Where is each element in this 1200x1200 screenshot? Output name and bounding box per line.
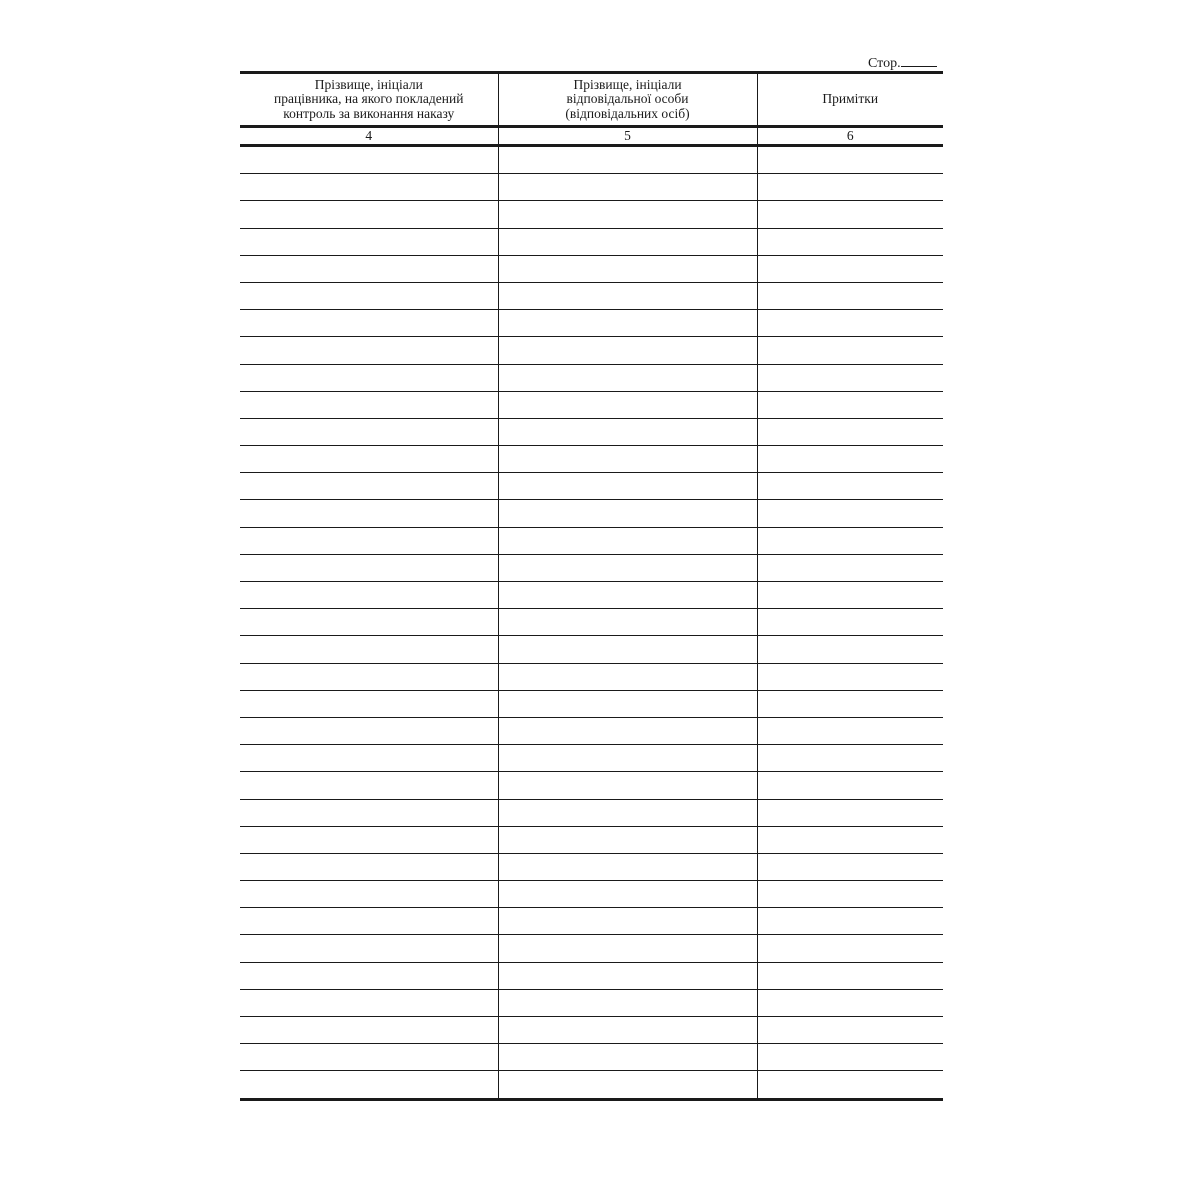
table-cell[interactable] [757,717,943,744]
table-cell[interactable] [757,310,943,337]
table-cell[interactable] [757,418,943,445]
table-row [240,690,943,717]
table-cell[interactable] [498,663,757,690]
table-body [240,146,943,1100]
table-cell[interactable] [757,255,943,282]
table-row [240,255,943,282]
table-cell[interactable] [240,908,498,935]
table-cell[interactable] [240,690,498,717]
table-cell[interactable] [757,174,943,201]
table-row [240,1044,943,1071]
table-cell[interactable] [240,772,498,799]
table-cell[interactable] [757,908,943,935]
table-row [240,310,943,337]
header-line: (відповідальних осіб) [565,105,690,121]
table-cell[interactable] [498,418,757,445]
table-cell[interactable] [757,799,943,826]
table-cell[interactable] [240,282,498,309]
table-cell[interactable] [240,799,498,826]
table-cell[interactable] [240,473,498,500]
table-row [240,989,943,1016]
table-row [240,799,943,826]
table-cell[interactable] [240,418,498,445]
table-cell[interactable] [498,446,757,473]
table-cell[interactable] [757,282,943,309]
table-cell[interactable] [240,446,498,473]
table-cell[interactable] [240,935,498,962]
table-row [240,554,943,581]
table-cell[interactable] [498,228,757,255]
table-cell[interactable] [498,1071,757,1099]
table-cell[interactable] [498,745,757,772]
page-number-label [868,54,937,72]
table-cell[interactable] [757,500,943,527]
table-row [240,717,943,744]
table-cell[interactable] [498,174,757,201]
table-cell[interactable] [498,935,757,962]
header-line: Прізвище, ініціали [573,76,682,92]
table-cell[interactable] [240,663,498,690]
table-cell[interactable] [757,364,943,391]
table-cell[interactable] [240,826,498,853]
table-cell[interactable] [240,853,498,880]
table-cell[interactable] [240,745,498,772]
table-cell[interactable] [240,364,498,391]
table-cell[interactable] [240,391,498,418]
table-cell[interactable] [498,636,757,663]
table-cell[interactable] [757,201,943,228]
column-number: 6 [757,127,943,146]
table-cell[interactable] [498,255,757,282]
table-cell[interactable] [498,201,757,228]
table-cell[interactable] [498,609,757,636]
table-cell[interactable] [498,962,757,989]
page-label-text: Стор. [868,56,901,71]
header-notes [757,73,943,127]
table-cell[interactable] [240,1044,498,1071]
column-number: 4 [240,127,498,146]
table-row [240,337,943,364]
table-cell[interactable] [757,935,943,962]
table-cell[interactable] [757,446,943,473]
table-cell[interactable] [757,690,943,717]
table-cell[interactable] [757,636,943,663]
table-cell[interactable] [240,962,498,989]
table-cell[interactable] [757,962,943,989]
table-cell[interactable] [240,1071,498,1099]
header-line: працівника, на якого покладений [274,91,464,107]
table-cell[interactable] [498,337,757,364]
table-cell[interactable] [498,853,757,880]
table-cell[interactable] [498,908,757,935]
table-cell[interactable] [757,745,943,772]
table-cell[interactable] [757,1017,943,1044]
table-cell[interactable] [498,282,757,309]
table-cell[interactable] [240,554,498,581]
table-cell[interactable] [498,881,757,908]
table-cell[interactable] [240,201,498,228]
table-cell[interactable] [240,881,498,908]
table-cell[interactable] [757,527,943,554]
table-cell[interactable] [240,582,498,609]
table-cell[interactable] [757,391,943,418]
register-table [240,71,943,1101]
table-cell[interactable] [240,255,498,282]
header-line: відповідальної особи [566,91,689,107]
table-cell[interactable] [757,337,943,364]
header-line: Примітки [822,91,879,107]
table-cell[interactable] [498,582,757,609]
table-cell[interactable] [498,826,757,853]
table-cell[interactable] [498,500,757,527]
table-cell[interactable] [498,310,757,337]
table-cell[interactable] [498,989,757,1016]
table-cell[interactable] [498,391,757,418]
table-cell[interactable] [240,1017,498,1044]
table-cell[interactable] [757,228,943,255]
table-row [240,1071,943,1099]
table-row [240,201,943,228]
table-row [240,174,943,201]
table-cell[interactable] [757,146,943,174]
table-cell[interactable] [240,717,498,744]
table-cell[interactable] [498,473,757,500]
table-row [240,745,943,772]
table-cell[interactable] [240,636,498,663]
table-cell[interactable] [498,772,757,799]
table-cell[interactable] [498,527,757,554]
table-row [240,1017,943,1044]
page-number-blank[interactable] [901,54,937,67]
table-row [240,609,943,636]
table-row [240,282,943,309]
table-row [240,663,943,690]
table-row [240,473,943,500]
table-cell[interactable] [757,473,943,500]
table-row [240,500,943,527]
table-row [240,935,943,962]
table-cell[interactable] [757,853,943,880]
column-number-row [240,127,943,146]
table-row [240,881,943,908]
table-cell[interactable] [757,989,943,1016]
header-line: Прізвище, ініціали [314,76,423,92]
table-cell[interactable] [498,364,757,391]
table-cell[interactable] [498,146,757,174]
table-cell[interactable] [757,609,943,636]
table-cell[interactable] [757,663,943,690]
table-cell[interactable] [757,881,943,908]
table-row [240,582,943,609]
table-row [240,772,943,799]
table-row [240,418,943,445]
table-cell[interactable] [757,582,943,609]
table-cell[interactable] [240,527,498,554]
header-row [240,73,943,127]
header-controller-name [240,73,498,127]
table-cell[interactable] [498,717,757,744]
header-responsible-person [498,73,757,127]
table-row [240,146,943,174]
table-cell[interactable] [757,772,943,799]
table-cell[interactable] [757,1071,943,1099]
table-cell[interactable] [757,554,943,581]
table-cell[interactable] [240,174,498,201]
table-cell[interactable] [240,609,498,636]
table-row [240,826,943,853]
table-cell[interactable] [498,1044,757,1071]
table-row [240,962,943,989]
table-cell[interactable] [757,826,943,853]
table-cell[interactable] [498,1017,757,1044]
table-cell[interactable] [240,146,498,174]
table-cell[interactable] [498,554,757,581]
table-cell[interactable] [757,1044,943,1071]
table-cell[interactable] [240,337,498,364]
table-row [240,527,943,554]
table-row [240,446,943,473]
table-row [240,853,943,880]
table-cell[interactable] [240,500,498,527]
table-cell[interactable] [240,228,498,255]
table-row [240,908,943,935]
table-cell[interactable] [240,989,498,1016]
table-cell[interactable] [498,799,757,826]
table-cell[interactable] [498,690,757,717]
table-row [240,364,943,391]
header-line: контроль за виконання наказу [283,105,455,121]
table-row [240,636,943,663]
table-cell[interactable] [240,310,498,337]
table-row [240,391,943,418]
column-number: 5 [498,127,757,146]
table-row [240,228,943,255]
